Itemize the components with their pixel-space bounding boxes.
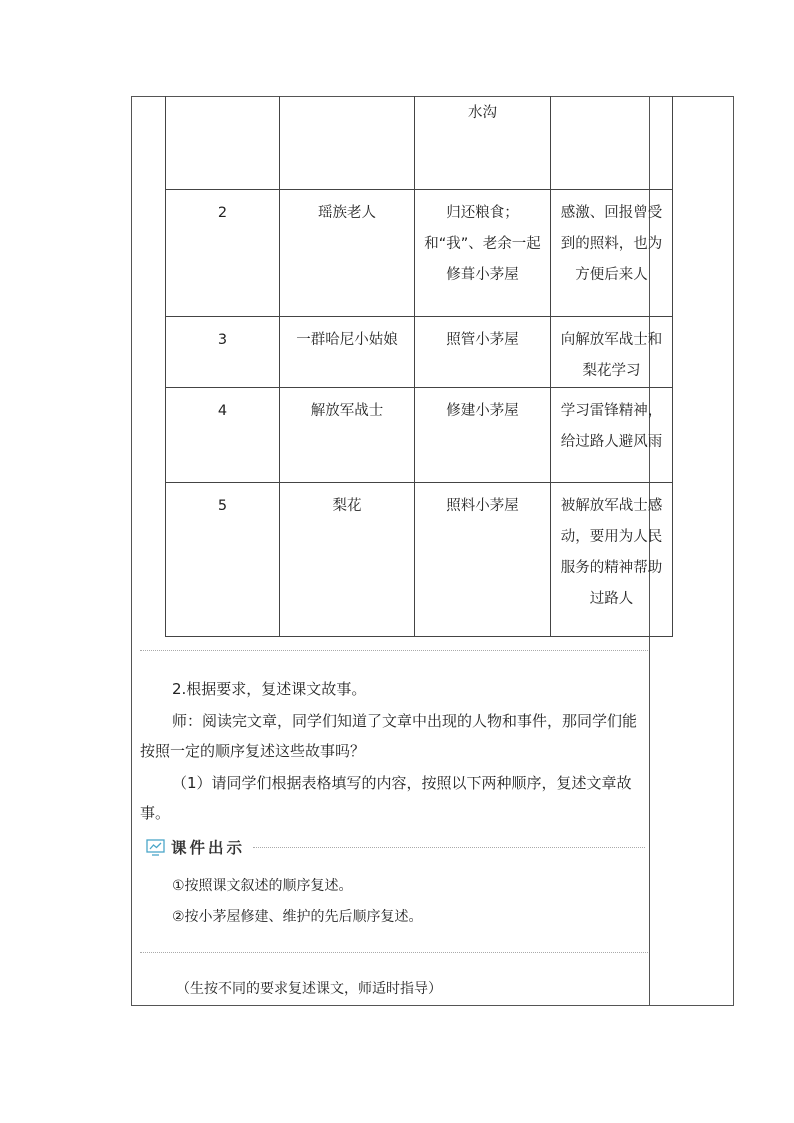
- task-instruction: （1）请同学们根据表格填写的内容，按照以下两种顺序，复述文章故事。: [140, 774, 632, 822]
- table-cell-person: 一群哈尼小姑娘: [280, 316, 415, 387]
- courseware-label: 课件出示: [171, 839, 246, 857]
- table-cell-reason: 被解放军战士感动，要用为人民服务的精神帮助过路人: [551, 482, 673, 636]
- table-cell-person: 瑶族老人: [280, 189, 415, 316]
- table-cell-action: 归还粮食；和“我”、老余一起修葺小茅屋: [415, 189, 551, 316]
- table-cell-reason: [551, 96, 673, 189]
- table-cell-no: 3: [166, 316, 280, 387]
- table-cell-action: 修建小茅屋: [415, 387, 551, 482]
- table-row: [166, 96, 673, 189]
- table-cell-person: 梨花: [280, 482, 415, 636]
- table-cell-person: [280, 96, 415, 189]
- activity-note: （生按不同的要求复述课文，师适时指导）: [176, 981, 442, 997]
- table-row: [166, 387, 673, 482]
- table-cell-reason: 向解放军战士和梨花学习: [551, 316, 673, 387]
- table-cell-action: 水沟: [415, 96, 551, 189]
- presentation-board-icon: [146, 839, 165, 856]
- teacher-prompt: 师：阅读完文章，同学们知道了文章中出现的人物和事件，那同学们能按照一定的顺序复述这些故事吗？: [140, 712, 638, 760]
- table-cell-reason: 学习雷锋精神，给过路人避风雨: [551, 387, 673, 482]
- table-cell-no: 5: [166, 482, 280, 636]
- dotted-divider: [140, 952, 648, 953]
- table-cell-reason: 感激、回报曾受到的照料，也为方便后来人: [551, 189, 673, 316]
- table-cell-no: [166, 96, 280, 189]
- courseware-item: ①按照课文叙述的顺序复述。: [172, 878, 353, 894]
- courseware-header: [146, 836, 645, 858]
- dotted-divider: [253, 847, 645, 848]
- courseware-item: ②按小茅屋修建、维护的先后顺序复述。: [172, 909, 423, 925]
- table-cell-no: 2: [166, 189, 280, 316]
- table-cell-action: 照管小茅屋: [415, 316, 551, 387]
- story-table: [165, 96, 673, 637]
- table-cell-person: 解放军战士: [280, 387, 415, 482]
- table-cell-no: 4: [166, 387, 280, 482]
- table-row: [166, 316, 673, 387]
- table-cell-action: 照料小茅屋: [415, 482, 551, 636]
- table-row: [166, 482, 673, 636]
- dotted-divider: [140, 650, 648, 651]
- table-row: [166, 189, 673, 316]
- section-heading: 2.根据要求，复述课文故事。: [172, 680, 367, 698]
